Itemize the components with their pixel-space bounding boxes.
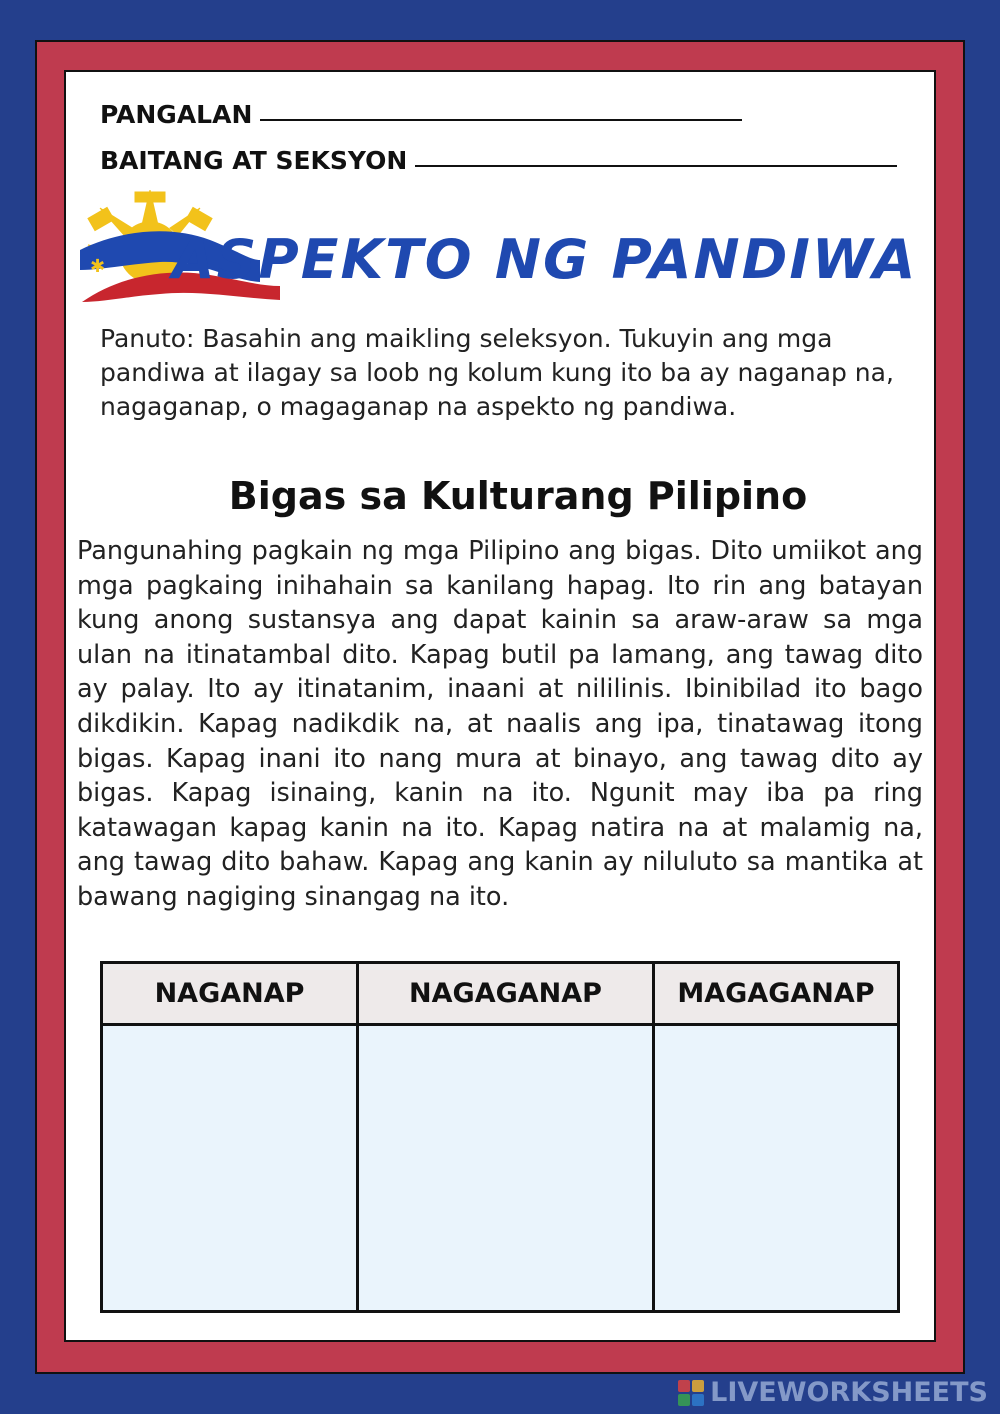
liveworksheets-watermark — [678, 1377, 988, 1408]
svg-text:✱: ✱ — [90, 256, 106, 277]
section-input-line[interactable] — [415, 164, 897, 167]
story-body: Pangunahing pagkain ng mga Pilipino ang bigas. Dito umiikot ang mga pagkaing inihahain sa kanilang hapag. Ito rin ang batayan kung anong sustansya ang dapat kainin sa araw-araw sa mga ulan na itinatambal dito. Kapag butil pa lamang, ang tawag dito ay palay. Ito ay itinatanim, inaani at nililinis. Ibinibilad ito bago dikdikin. Kapag nadikdik na, at naalis ang ipa, tinatawag itong bigas. Kapag inani ito nang mura at binayo, ang tawag dito ay bigas. Kapag isinaing, kanin na ito. Ngunit may iba pa ring katawagan kapag kanin na ito. Kapag natira na at malamig na, ang tawag dito bahaw. Kapag ang kanin ay niluluto sa mantika at bawang nagiging sinangag na ito. — [77, 536, 923, 912]
answer-cell-nagaganap[interactable] — [359, 1026, 655, 1310]
instructions-text: Panuto: Basahin ang maikling seleksyon. Tukuyin ang mga pandiwa at ilagay sa loob ng kolum kung ito ba ay naganap na, nagaganap, o magaganap na aspekto ng pandiwa. — [100, 324, 894, 421]
name-label: PANGALAN — [100, 100, 253, 129]
answer-cell-magaganap[interactable] — [655, 1026, 897, 1310]
column-header-naganap: NAGANAP — [103, 964, 359, 1026]
name-field — [100, 100, 742, 129]
column-header-magaganap: MAGAGANAP — [655, 964, 897, 1026]
section-label: BAITANG AT SEKSYON — [100, 146, 408, 175]
name-input-line[interactable] — [260, 118, 742, 121]
answer-cell-naganap[interactable] — [103, 1026, 359, 1310]
worksheet-title: ASPEKTO NG PANDIWA — [172, 228, 918, 291]
column-header-nagaganap: NAGAGANAP — [359, 964, 655, 1026]
liveworksheets-logo-icon — [678, 1380, 704, 1406]
answer-table — [100, 961, 900, 1313]
section-field — [100, 146, 897, 175]
story-title: Bigas sa Kulturang Pilipino — [228, 474, 808, 518]
watermark-text: LIVEWORKSHEETS — [710, 1377, 988, 1408]
